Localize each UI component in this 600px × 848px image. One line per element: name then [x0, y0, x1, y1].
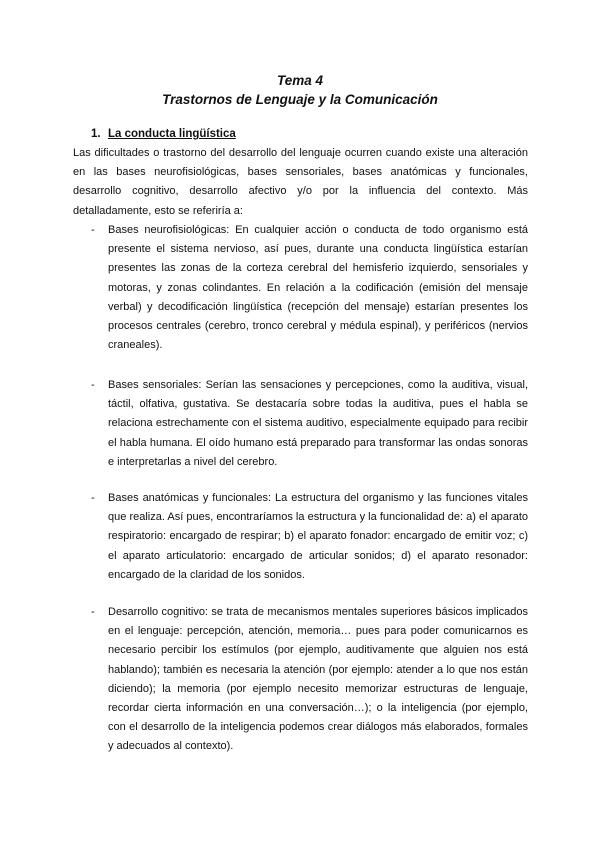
section-number: 1. [91, 128, 101, 140]
intro-paragraph: Las dificultades o trastorno del desarrollo del lenguaje ocurren cuando existe una alteración en las bases neurofisiológicas, bases sensoriales, bases anatómicas y funcionales, desarrollo cognitivo, desarrollo afectivo y/o por la influencia del contexto. Más detalladamente, esto se referiría a: [73, 147, 528, 217]
bullet-text: Bases sensoriales: Serían las sensaciones y percepciones, como la auditiva, visual, táctil, olfativa, gustativa. Se destacaría sobre todas la auditiva, pues el habla se relaciona estrechamente con el sistema auditivo, especialmente equipado para recibir el habla humana. El oído humano está preparado para transformar las ondas sonoras e interpretarlas a nivel del cerebro. [108, 379, 528, 468]
list-item [91, 489, 528, 585]
document-title [0, 71, 600, 109]
list-item [91, 603, 528, 757]
bullet-marker: - [91, 606, 95, 618]
list-item [91, 376, 528, 472]
bullet-marker: - [91, 492, 95, 504]
title-line-2: Trastornos de Lenguaje y la Comunicación [162, 92, 438, 107]
bullet-text: Bases anatómicas y funcionales: La estructura del organismo y las funciones vitales que realiza. Así pues, encontraríamos la estructura y la funcionalidad de: a) el aparato respiratorio: encargado de respirar; b) el aparato fonador: encargado de emitir voz; c) el aparato articulatorio: encargado de articular sonidos; d) el aparato resonador: encargado de la claridad de los sonidos. [108, 492, 528, 581]
bullet-text: Desarrollo cognitivo: se trata de mecanismos mentales superiores básicos implicados en el lenguaje: percepción, atención, memoria… pues para poder comunicarnos es necesario percibir los estímulos (por ejemplo, auditivamente que alguien nos está hablando); también es necesaria la atención (por ejemplo: atender a lo que nos están diciendo); la memoria (por ejemplo necesito memorizar estructuras de lenguaje, recordar cierta información en una conversación…); o la inteligencia (por ejemplo, con el desarrollo de la inteligencia podemos crear diálogos más elaborados, formales y adecuados al contexto). [108, 606, 528, 753]
bullet-marker: - [91, 224, 95, 236]
title-line-1: Tema 4 [276, 73, 324, 88]
section-heading [91, 125, 236, 143]
section-heading-text: La conducta lingüística [108, 128, 236, 140]
bullet-marker: - [91, 379, 95, 391]
list-item [91, 221, 528, 355]
bullet-text: Bases neurofisiológicas: En cualquier acción o conducta de todo organismo está presente el sistema nervioso, así pues, durante una conducta lingüística estarían presentes las zonas de la corteza cerebral del hemisferio izquierdo, sensoriales y motoras, y zonas colindantes. En relación a la codificación (emisión del mensaje verbal) y decodificación lingüística (recepción del mensaje) estarían presentes los procesos centrales (cerebro, tronco cerebral y médula espinal), y periféricos (nervios craneales). [108, 224, 528, 352]
